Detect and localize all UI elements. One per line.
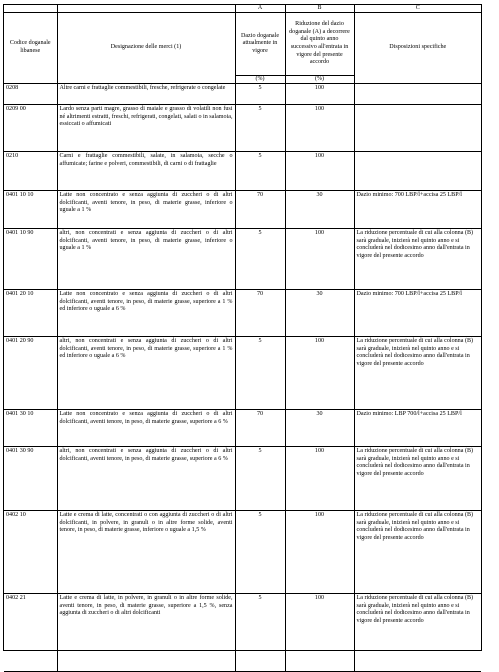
row-description: Lardo senza parti magre, grasso di maiale e grasso di volatili non fusi né altrimenti estratti, freschi, refrigerati, congelati, salati o in salamoia, essiccati o affumicati [57,105,235,152]
table-row [4,290,481,337]
row-reduction: 100 [285,152,354,191]
row-specific-provisions: La riduzione percentuale di cui alla colonna (B) sarà graduale, inizierà nel quinto anno e si concluderà nel dodicesimo anno dall'entrata in vigore del presente accordo [354,594,481,672]
row-description: altri, non concentrati e senza aggiunta di zuccheri o di altri dolcificanti, aventi tenore, in peso, di materie grasse, superiore a 1 % ed inferiore o uguale a 6 % [57,337,235,410]
row-code: 0402 10 [4,511,57,594]
row-description: Latte e crema di latte, in polvere, in granuli o in altre forme solide, aventi tenore, in peso, di materie grasse, superiore a 1,5 %, senza aggiunta di zuccheri o di altri dolcificanti [57,594,235,672]
row-code: 0401 10 10 [4,191,57,229]
row-reduction: 100 [285,447,354,511]
table-row [4,511,481,594]
row-current-duty: 5 [235,594,285,672]
row-specific-provisions: Dazio minimo: 700 LBP/l+accisa 25 LBP/l [354,290,481,337]
header-code: Codice doganale libanese [4,13,57,84]
row-reduction: 100 [285,105,354,152]
row-code: 0401 20 90 [4,337,57,410]
row-current-duty: 5 [235,337,285,410]
column-letter-a: A [235,5,285,13]
row-reduction: 30 [285,191,354,229]
row-current-duty: 5 [235,105,285,152]
row-specific-provisions [354,84,481,105]
row-specific-provisions [354,105,481,152]
table-row [4,105,481,152]
table-body [4,84,481,672]
row-reduction: 30 [285,410,354,447]
column-letter-row [4,5,481,13]
table-row [4,594,481,672]
table-row [4,229,481,290]
row-code: 0209 00 [4,105,57,152]
row-code: 0401 20 10 [4,290,57,337]
table-row [4,152,481,191]
header-current-duty: Dazio doganale attualmente in vigore [235,13,285,76]
row-code: 0401 10 90 [4,229,57,290]
row-reduction: 100 [285,594,354,672]
column-letter-b: B [285,5,354,13]
row-current-duty: 5 [235,229,285,290]
row-code: 0208 [4,84,57,105]
tariff-schedule-page [3,4,482,651]
row-description: Latte non concentrato e senza aggiunta di zuccheri o di altri dolcificanti, aventi tenore, in peso, di materie grasse, inferiore o uguale a 1 % [57,191,235,229]
row-description: Latte e crema di latte, concentrati o con aggiunta di zuccheri o di altri dolcificanti, in polvere, in granuli o in altre forme solide, aventi tenore, in peso, di materie grasse, inferiore o uguale a 1,5 % [57,511,235,594]
row-specific-provisions: La riduzione percentuale di cui alla colonna (B) sarà graduale, inizierà nel quinto anno e si concluderà nel dodicesimo anno dall'entrata in vigore del presente accordo [354,229,481,290]
tariff-table [4,5,481,672]
row-reduction: 100 [285,511,354,594]
row-current-duty: 70 [235,290,285,337]
column-letter-c: C [354,5,481,13]
row-description: altri, non concentrati e senza aggiunta di zuccheri o di altri dolcificanti, aventi tenore, in peso, di materie grasse, superiore a 6 % [57,447,235,511]
row-code: 0210 [4,152,57,191]
row-reduction: 30 [285,290,354,337]
header-description: Designazione delle merci (1) [57,13,235,84]
row-reduction: 100 [285,337,354,410]
unit-current-duty: (%) [235,76,285,84]
row-description: Latte non concentrato e senza aggiunta di zuccheri o di altri dolcificanti, aventi tenore, in peso, di materie grasse, superiore a 6 % [57,410,235,447]
table-row [4,410,481,447]
row-description: altri, non concentrati e senza aggiunta di zuccheri o di altri dolcificanti, aventi tenore, in peso, di materie grasse, inferiore o uguale a 1 % [57,229,235,290]
column-header-row [4,13,481,76]
table-row [4,191,481,229]
row-specific-provisions: La riduzione percentuale di cui alla colonna (B) sarà graduale, inizierà nel quinto anno e si concluderà nel dodicesimo anno dall'entrata in vigore del presente accordo [354,337,481,410]
row-specific-provisions [354,152,481,191]
row-reduction: 100 [285,229,354,290]
table-row [4,337,481,410]
table-row [4,84,481,105]
row-code: 0401 30 90 [4,447,57,511]
row-specific-provisions: Dazio minimo: LBP 700/l+accisa 25 LBP/l [354,410,481,447]
letter-cell-blank-2 [57,5,235,13]
row-description: Altre carni e frattaglie commestibili, fresche, refrigerate o congelate [57,84,235,105]
row-reduction: 100 [285,84,354,105]
row-code: 0402 21 [4,594,57,672]
row-specific-provisions: La riduzione percentuale di cui alla colonna (B) sarà graduale, inizierà nel quinto anno e si concluderà nel dodicesimo anno dall'entrata in vigore del presente accordo [354,447,481,511]
row-specific-provisions: La riduzione percentuale di cui alla colonna (B) sarà graduale, inizierà nel quinto anno e si concluderà nel dodicesimo anno dall'entrata in vigore del presente accordo [354,511,481,594]
row-current-duty: 70 [235,410,285,447]
row-current-duty: 70 [235,191,285,229]
row-specific-provisions: Dazio minimo: 700 LBP/l+accisa 25 LBP/l [354,191,481,229]
row-current-duty: 5 [235,447,285,511]
header-specific-provisions: Disposizioni specifiche [354,13,481,84]
row-current-duty: 5 [235,511,285,594]
table-row [4,447,481,511]
row-current-duty: 5 [235,84,285,105]
header-reduction: Riduzione del dazio doganale (A) a decorrere dal quinto anno successivo all'entrata in vigore del presente accordo [285,13,354,76]
row-description: Carni e frattaglie commestibili, salate, in salamoia, secche o affumicate; farine e polveri, commestibili, di carni o di frattaglie [57,152,235,191]
row-code: 0401 30 10 [4,410,57,447]
letter-cell-blank-1 [4,5,57,13]
row-description: Latte non concentrato e senza aggiunta di zuccheri o di altri dolcificanti, aventi tenore, in peso, di materie grasse, superiore a 1 % ed inferiore o uguale a 6 % [57,290,235,337]
unit-reduction: (%) [285,76,354,84]
row-current-duty: 5 [235,152,285,191]
